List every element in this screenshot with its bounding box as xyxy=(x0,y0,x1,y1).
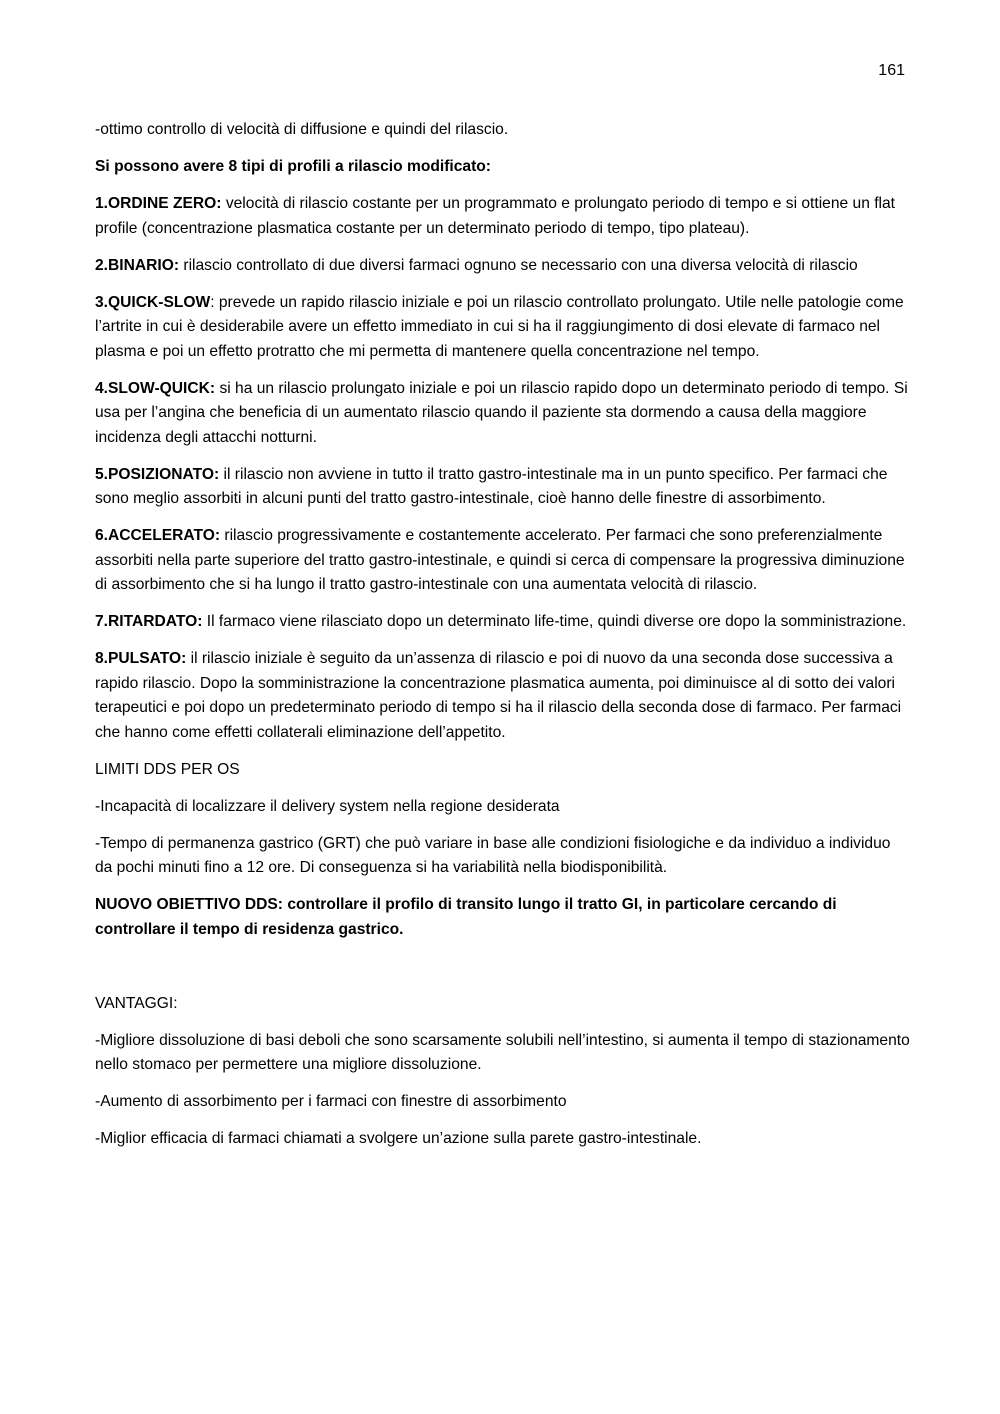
profile-label: 3.QUICK-SLOW xyxy=(95,293,211,311)
obiettivo-paragraph xyxy=(95,893,910,942)
profile-item-ordine-zero xyxy=(95,192,910,241)
profiles-heading-text: Si possono avere 8 tipi di profili a rilascio modificato: xyxy=(95,158,491,175)
profile-text: rilascio progressivamente e costantemente accelerato. Per farmaci che sono preferenzialmente assorbiti nella parte superiore del tratto gastro-intestinale, e quindi si cerca di compensare la progressiva diminuzione di assorbimento che si ha lungo il tratto gastro-intestinale con una aumentata velocità di rilascio. xyxy=(95,527,905,593)
profile-text: il rilascio iniziale è seguito da un’assenza di rilascio e poi di nuovo da una seconda dose successiva a rapido rilascio. Dopo la somministrazione la concentrazione plasmatica aumenta, poi diminuisce al di sotto dei valori terapeutici e poi dopo un predeterminato periodo di tempo si ha il rilascio della seconda dose di farmaco. Per farmaci che hanno come effetti collaterali eliminazione dell’appetito. xyxy=(95,650,902,741)
profile-item-posizionato xyxy=(95,463,910,512)
profile-text: : prevede un rapido rilascio iniziale e poi un rilascio controllato prolungato. Utile nelle patologie come l’artrite in cui è desiderabile avere un effetto immediato in cui si ha il raggiungimento di dosi elevate di farmaco nel plasma e poi un effetto protratto che mi permetta di mantenere quella concentrazione nel tempo. xyxy=(95,293,904,360)
profile-text: velocità di rilascio costante per un programmato e prolungato periodo di tempo e si ottiene un flat profile (concentrazione plasmatica costante per un determinato periodo di tempo, tipo plateau). xyxy=(95,195,896,237)
profiles-heading xyxy=(95,155,910,180)
profile-label: 8.PULSATO: xyxy=(95,650,187,667)
profile-text: il rilascio non avviene in tutto il tratto gastro-intestinale ma in un punto specifico. Per farmaci che sono meglio assorbiti in alcuni punti del tratto gastro-intestinale, cioè hanno delle finestre di assorbimento. xyxy=(95,465,888,507)
vantaggi-item: -Aumento di assorbimento per i farmaci con finestre di assorbimento xyxy=(95,1093,567,1110)
profile-item-pulsato xyxy=(95,647,910,745)
page-content xyxy=(95,118,910,1164)
profile-label: 2.BINARIO: xyxy=(95,256,180,274)
profile-item-ritardato xyxy=(95,610,910,635)
profile-item-accelerato xyxy=(95,524,910,598)
profile-text: si ha un rilascio prolungato iniziale e poi un rilascio rapido dopo un determinato periodo di tempo. Si usa per l’angina che beneficia di un aumentato rilascio quando il paziente sta dormendo a causa della maggiore incidenza degli attacchi notturni. xyxy=(95,379,908,446)
profile-item-quick-slow xyxy=(95,291,910,365)
limiti-heading: LIMITI DDS PER OS xyxy=(95,760,240,778)
vantaggi-item: -Migliore dissoluzione di basi deboli che sono scarsamente solubili nell’intestino, si aumenta il tempo di stazionamento nello stomaco per permettere una migliore dissoluzione. xyxy=(95,1031,910,1073)
profile-label: 5.POSIZIONATO: xyxy=(95,465,220,483)
vantaggi-item: -Miglior efficacia di farmaci chiamati a svolgere un’azione sulla parete gastro-intestinale. xyxy=(95,1130,702,1147)
profile-text: rilascio controllato di due diversi farmaci ognuno se necessario con una diversa velocità di rilascio xyxy=(179,256,858,274)
limiti-item: -Incapacità di localizzare il delivery system nella regione desiderata xyxy=(95,797,560,815)
obiettivo-text: NUOVO OBIETTIVO DDS: controllare il profilo di transito lungo il tratto GI, in particolare cercando di controllare il tempo di residenza gastrico. xyxy=(95,896,837,938)
limiti-item: -Tempo di permanenza gastrico (GRT) che può variare in base alle condizioni fisiologiche e da individuo a individuo da pochi minuti fino a 12 ore. Di conseguenza si ha variabilità nella biodisponibilità. xyxy=(95,834,891,876)
profile-item-slow-quick xyxy=(95,377,910,451)
profile-item-binario xyxy=(95,254,910,279)
profile-label: 6.ACCELERATO: xyxy=(95,527,221,544)
vantaggi-heading: VANTAGGI: xyxy=(95,994,178,1012)
profile-label: 7.RITARDATO: xyxy=(95,613,203,630)
page-number: 161 xyxy=(878,62,905,79)
profile-label: 1.ORDINE ZERO: xyxy=(95,195,222,212)
paragraph-diffusion-control: -ottimo controllo di velocità di diffusione e quindi del rilascio. xyxy=(95,121,509,138)
blank-spacer xyxy=(95,955,910,992)
profile-text: Il farmaco viene rilasciato dopo un determinato life-time, quindi diverse ore dopo la somministrazione. xyxy=(202,613,907,630)
profile-label: 4.SLOW-QUICK: xyxy=(95,379,216,397)
